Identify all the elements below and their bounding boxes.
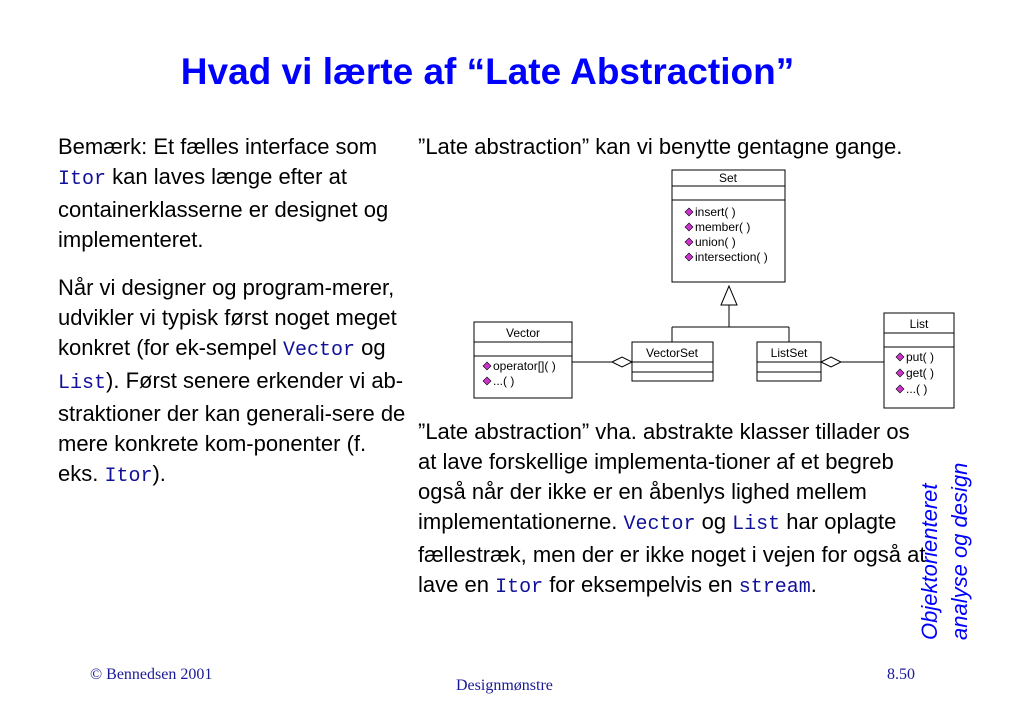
aggregation-listset-list	[821, 357, 884, 367]
right-paragraph-1: ”Late abstraction” kan vi benytte gentagne gange.	[418, 134, 903, 159]
text-segment: Når vi designer og program-merer, udvikler vi typisk først noget meget konkret (for ek-sempel	[58, 275, 397, 360]
operation: operator[]( )	[493, 359, 556, 373]
text-segment: Bemærk: Et fælles interface som	[58, 134, 378, 159]
text-segment: og	[354, 335, 386, 360]
text-segment: kan laves længe efter at containerklasserne er designet og implementeret.	[58, 164, 389, 252]
code-list: List	[732, 513, 781, 536]
aggregation-vectorset-vector	[572, 357, 632, 367]
code-itor: Itor	[58, 168, 107, 191]
text-segment: har oplagte fællestræk, men der er ikke noget i vejen for også at lave en	[418, 509, 926, 597]
code-itor: Itor	[104, 465, 153, 488]
operation: ...( )	[906, 382, 928, 396]
slide-title: Hvad vi lærte af “Late Abstraction”	[180, 51, 795, 92]
operation: put( )	[906, 350, 935, 364]
text-segment: ”Late abstraction” vha. abstrakte klasser tillader os at lave forskellige implementa-tioner af et begreb også når der ikke er en åbenlys lighed mellem implementationerne.	[418, 419, 910, 534]
text-segment: og	[695, 509, 733, 534]
code-vector: Vector	[282, 339, 355, 362]
code-itor: Itor	[495, 576, 544, 599]
class-name: ListSet	[770, 346, 808, 360]
operation: member( )	[695, 220, 751, 234]
text-segment: .	[810, 572, 817, 597]
footer-topic: Designmønstre	[456, 677, 553, 694]
code-stream: stream	[738, 576, 811, 599]
text-segment: for eksempelvis en	[543, 572, 739, 597]
text-segment: ). Først senere erkender vi ab-straktioner der kan generali-sere de mere konkrete kom-ponenter (f. eks.	[58, 368, 406, 486]
code-vector: Vector	[623, 513, 696, 536]
code-list: List	[58, 372, 107, 395]
text-segment: ).	[152, 461, 166, 486]
class-name: Set	[718, 171, 738, 185]
course-label-line-2: analyse og design	[947, 462, 972, 640]
uml-class-listset	[757, 342, 821, 381]
operation: insert( )	[695, 205, 736, 219]
class-name: Vector	[505, 326, 541, 340]
footer-slide-number: 8.50	[887, 666, 915, 683]
uml-class-vectorset	[632, 342, 713, 381]
operation: union( )	[695, 235, 736, 249]
operation: get( )	[906, 366, 935, 380]
class-name: VectorSet	[645, 346, 699, 360]
vertical-course-label	[915, 320, 975, 640]
operation: ...( )	[493, 374, 515, 388]
footer-copyright: © Bennedsen 2001	[90, 666, 213, 683]
course-label-line-1: Objektorienteret	[917, 483, 942, 640]
operation: intersection( )	[695, 250, 768, 264]
uml-class-set	[672, 170, 785, 282]
uml-class-vector	[474, 322, 572, 398]
generalization-arrow	[672, 286, 789, 342]
class-name: List	[909, 317, 929, 331]
